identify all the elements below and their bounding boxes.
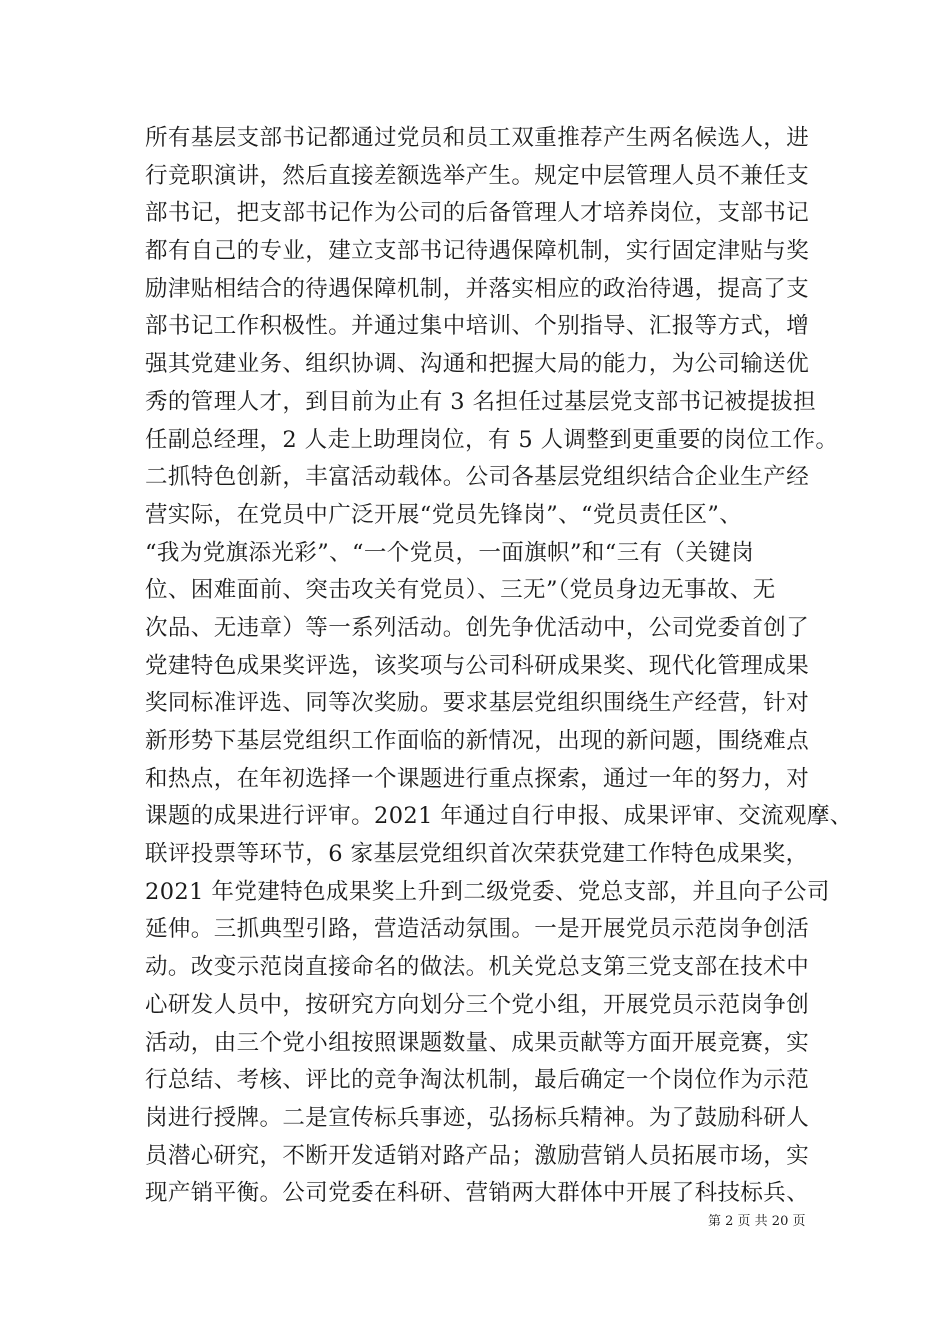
text-line: 次品、无违章）等一系列活动。创先争优活动中，公司党委首创了 bbox=[145, 614, 810, 641]
text-line: 党建特色成果奖评选，该奖项与公司科研成果奖、现代化管理成果 bbox=[145, 652, 810, 679]
text-line: 延伸。三抓典型引路，营造活动氛围。一是开展党员示范岗争创活 bbox=[145, 916, 810, 943]
text-line: 员潜心研究，不断开发适销对路产品；激励营销人员拓展市场，实 bbox=[145, 1142, 810, 1169]
page-number-footer: 第 2 页 共 20 页 bbox=[708, 1214, 806, 1229]
text-line: 课题的成果进行评审。2021 年通过自行申报、成果评审、交流观摩、 bbox=[145, 803, 853, 830]
text-line: 部书记，把支部书记作为公司的后备管理人才培养岗位，支部书记 bbox=[145, 200, 810, 227]
text-line: 现产销平衡。公司党委在科研、营销两大群体中开展了科技标兵、 bbox=[145, 1180, 810, 1207]
text-line: 二抓特色创新，丰富活动载体。公司各基层党组织结合企业生产经 bbox=[145, 464, 810, 491]
text-line: 心研发人员中，按研究方向划分三个党小组，开展党员示范岗争创 bbox=[145, 991, 810, 1018]
text-line: 岗进行授牌。二是宣传标兵事迹，弘扬标兵精神。为了鼓励科研人 bbox=[145, 1104, 810, 1131]
text-line: 励津贴相结合的待遇保障机制，并落实相应的政治待遇，提高了支 bbox=[145, 275, 810, 302]
text-line: 新形势下基层党组织工作面临的新情况，出现的新问题，围绕难点 bbox=[145, 728, 810, 754]
text-line: 任副总经理，2 人走上助理岗位，有 5 人调整到更重要的岗位工作。 bbox=[145, 426, 839, 453]
text-line: 2021 年党建特色成果奖上升到二级党委、党总支部，并且向子公司 bbox=[145, 878, 830, 905]
text-line: 动。改变示范岗直接命名的做法。机关党总支第三党支部在技术中 bbox=[145, 954, 810, 981]
text-line: 行总结、考核、评比的竞争淘汰机制，最后确定一个岗位作为示范 bbox=[145, 1067, 810, 1094]
text-line: 所有基层支部书记都通过党员和员工双重推荐产生两名候选人，进 bbox=[145, 125, 810, 151]
text-line: 秀的管理人才，到目前为止有 3 名担任过基层党支部书记被提拔担 bbox=[145, 388, 817, 415]
text-line: 都有自己的专业，建立支部书记待遇保障机制，实行固定津贴与奖 bbox=[145, 238, 810, 265]
text-line: 营实际，在党员中广泛开展“党员先锋岗”、“党员责任区”、 bbox=[145, 501, 743, 528]
text-line: “我为党旗添光彩”、“一个党员，一面旗帜”和“三有（关键岗 bbox=[145, 539, 755, 566]
text-line: 行竞职演讲，然后直接差额选举产生。规定中层管理人员不兼任支 bbox=[145, 162, 810, 189]
text-line: 和热点，在年初选择一个课题进行重点探索，通过一年的努力，对 bbox=[145, 765, 810, 792]
text-line: 强其党建业务、组织协调、沟通和把握大局的能力，为公司输送优 bbox=[145, 351, 810, 378]
text-line: 联评投票等环节，6 家基层党组织首次荣获党建工作特色成果奖， bbox=[145, 841, 809, 868]
text-line: 部书记工作积极性。并通过集中培训、个别指导、汇报等方式，增 bbox=[145, 313, 810, 340]
body-text bbox=[145, 120, 853, 1213]
text-line: 位、困难面前、突击攻关有党员）、三无”（党员身边无事故、无 bbox=[145, 577, 776, 604]
text-line: 奖同标准评选、同等次奖励。要求基层党组织围绕生产经营，针对 bbox=[145, 690, 810, 717]
text-line: 活动，由三个党小组按照课题数量、成果贡献等方面开展竞赛，实 bbox=[145, 1029, 810, 1056]
